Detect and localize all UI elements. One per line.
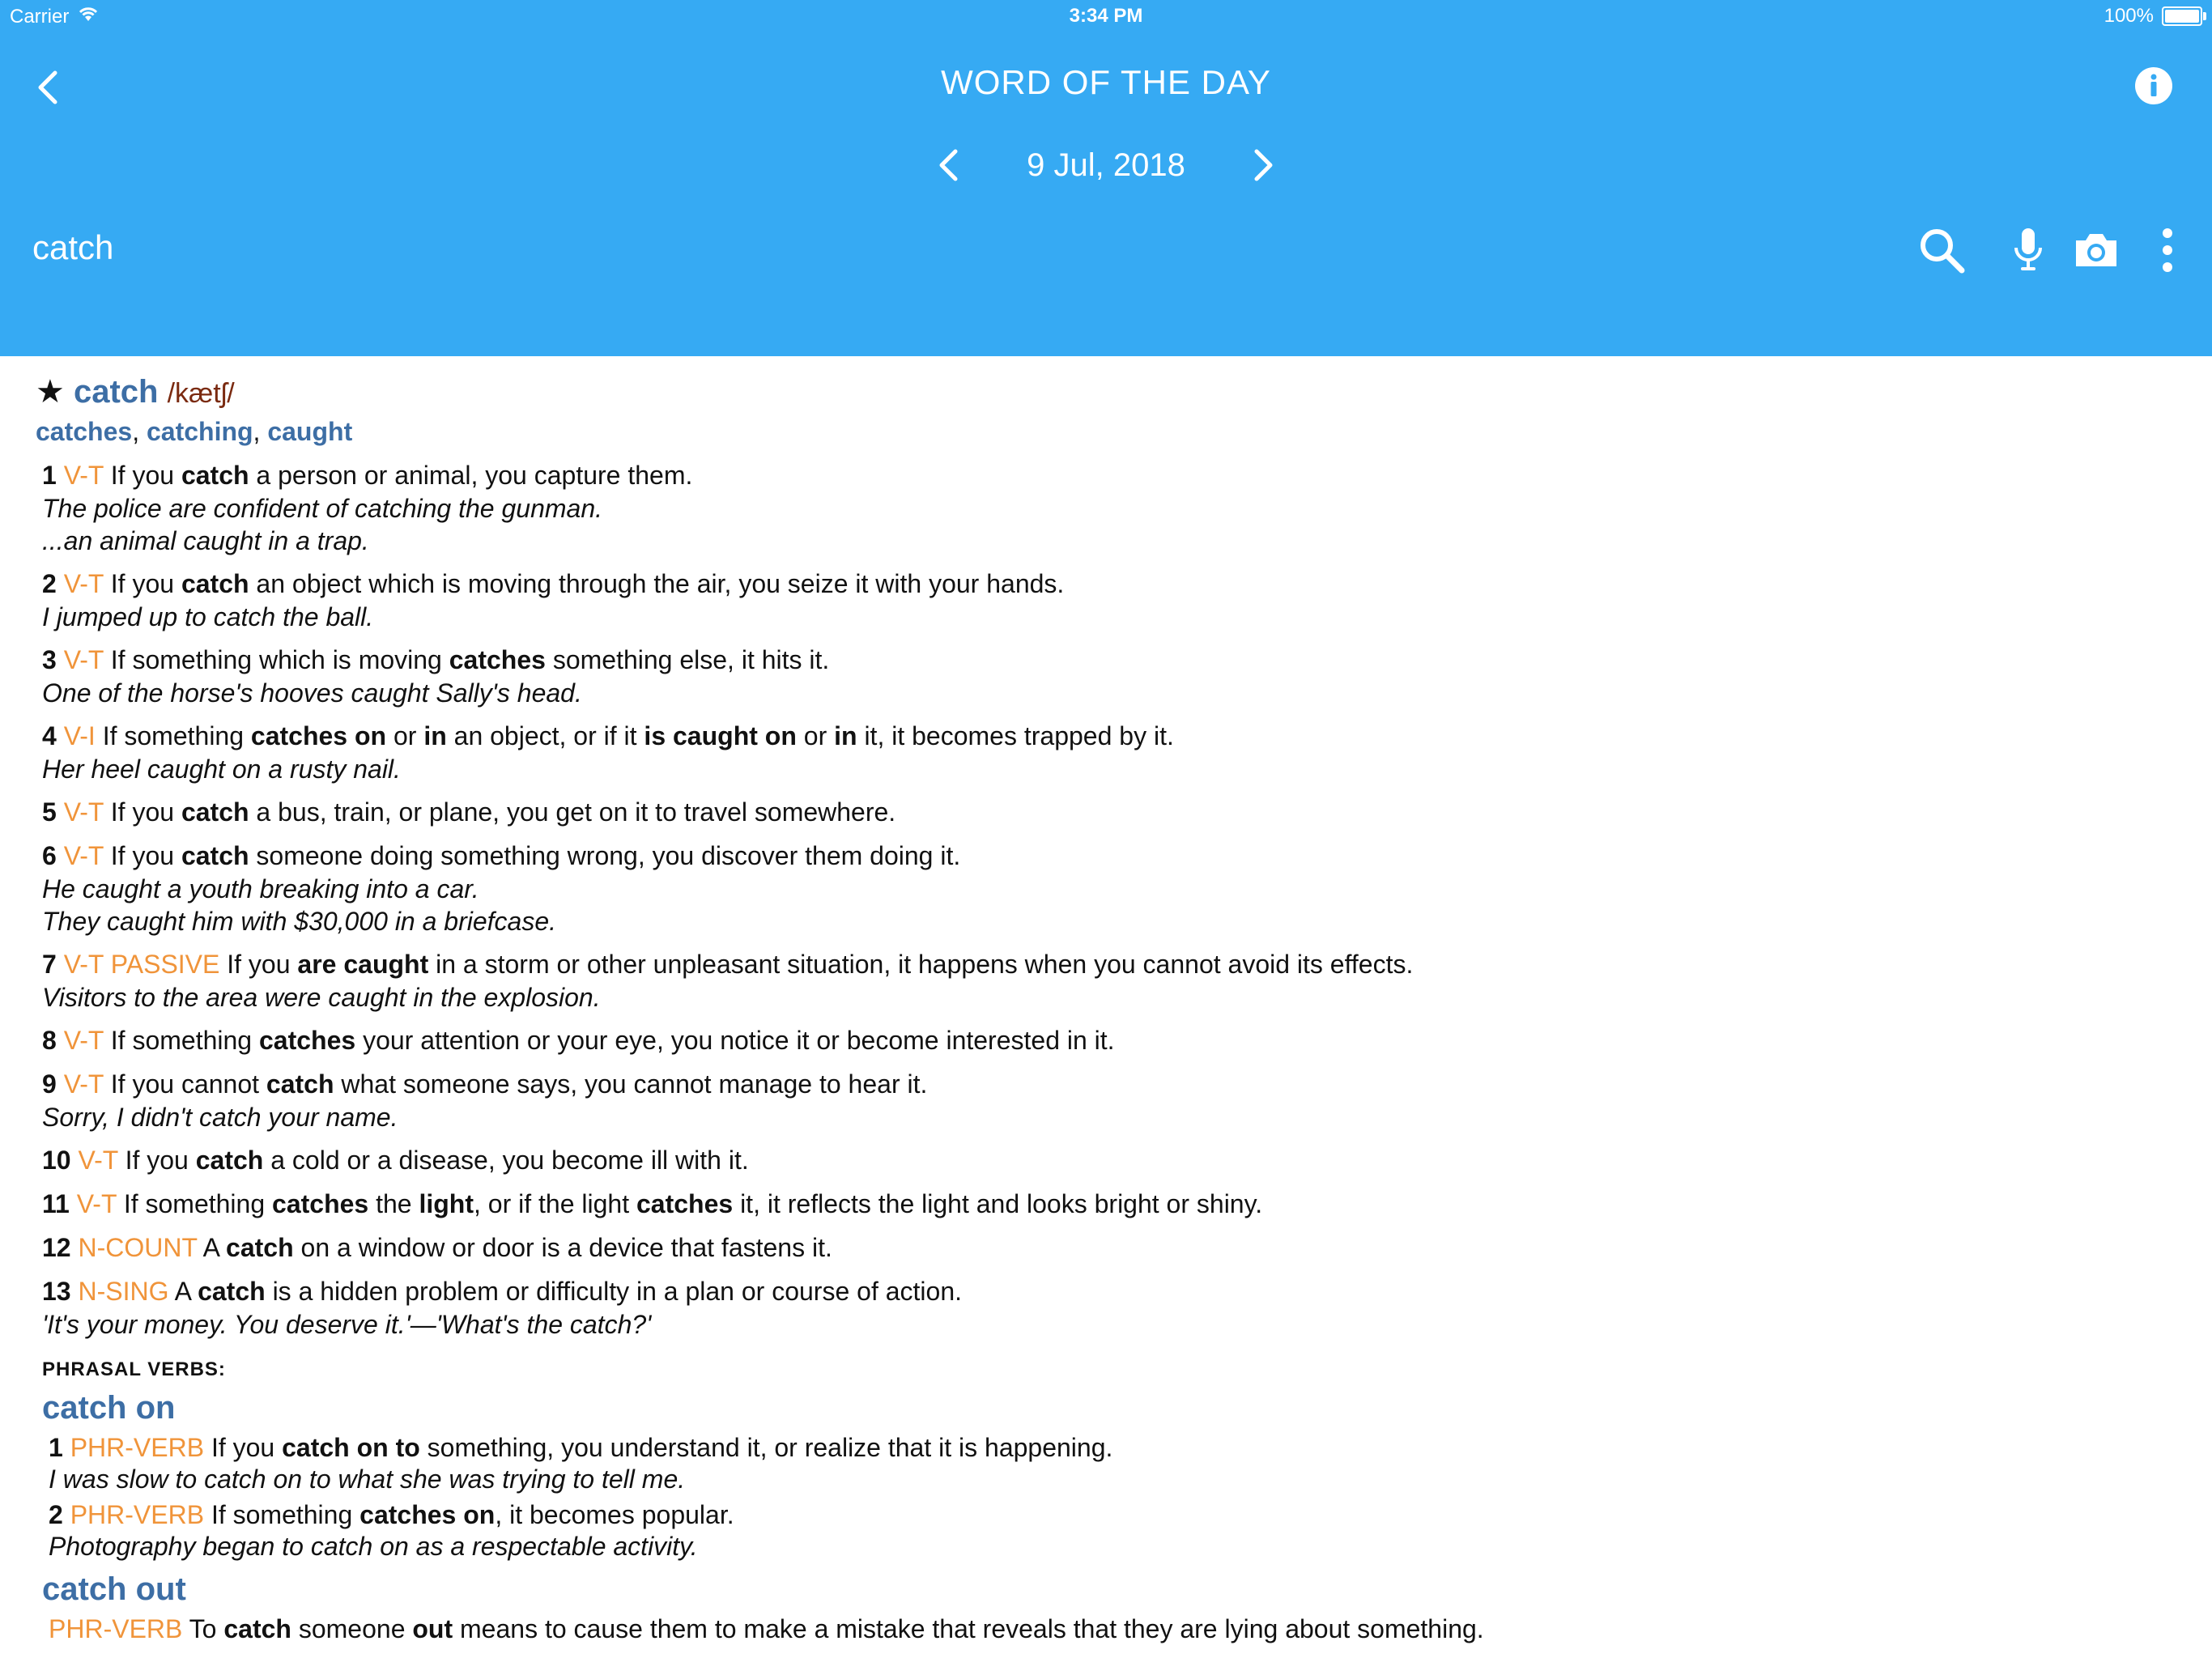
- keyword: catches: [258, 1026, 356, 1055]
- keyword: is caught on: [644, 721, 797, 750]
- keyword: catch: [198, 1277, 266, 1306]
- definition-text: a bus, train, or plane, you get on it to travel somewhere.: [249, 797, 896, 827]
- keyword: out: [412, 1614, 453, 1643]
- definition-text: If something: [102, 721, 251, 750]
- definition-text: an object which is moving through the air, you seize it with your hands.: [249, 569, 1065, 598]
- example-sentence: I jumped up to catch the ball.: [42, 602, 374, 631]
- definition-text: it, it reflects the light and looks bright or shiny.: [733, 1189, 1263, 1218]
- keyword: catches: [272, 1189, 369, 1218]
- part-of-speech: PHR-VERB: [70, 1433, 205, 1462]
- definition-text: If you: [110, 797, 181, 827]
- sense-number: 1: [49, 1433, 63, 1462]
- sense-definition: [42, 1143, 2173, 1177]
- definition-text: a cold or a disease, you become ill with it.: [263, 1146, 749, 1175]
- definition-text: If you: [110, 461, 181, 490]
- definition-text: If something: [123, 1189, 273, 1218]
- sense-item: [36, 795, 2173, 829]
- info-icon[interactable]: [2134, 65, 2173, 107]
- example-sentence: Visitors to the area were caught in the explosion.: [42, 983, 601, 1012]
- part-of-speech: PHR-VERB: [49, 1614, 183, 1643]
- part-of-speech: V-T: [63, 645, 104, 674]
- part-of-speech: V-T: [63, 797, 104, 827]
- example-sentence: Her heel caught on a rusty nail.: [42, 755, 401, 784]
- part-of-speech: V-T: [78, 1146, 118, 1175]
- example-sentence: 'It's your money. You deserve it.'—'What's the catch?': [42, 1310, 652, 1339]
- sense-definition: [42, 719, 2173, 753]
- sense-definition: [42, 1231, 2173, 1265]
- sense-item: [36, 1274, 2173, 1341]
- battery-icon: [2162, 6, 2202, 26]
- page-title: WORD OF THE DAY: [941, 63, 1271, 101]
- keyword: catches on: [359, 1500, 496, 1529]
- headword: catch: [73, 374, 159, 410]
- sense-definition: [42, 947, 2173, 981]
- sense-number: 7: [42, 950, 57, 979]
- definition-text: A: [202, 1233, 227, 1262]
- sense-item: [36, 947, 2173, 1014]
- sense-definition: [42, 839, 2173, 873]
- microphone-icon[interactable]: [2008, 225, 2048, 275]
- sense-number: 4: [42, 721, 57, 750]
- sense-item: [36, 1231, 2173, 1265]
- definition-text: To: [189, 1614, 224, 1643]
- prev-date-icon[interactable]: [924, 142, 972, 188]
- keyword: catch: [181, 797, 249, 827]
- sense-number: 6: [42, 841, 57, 870]
- example-sentence: ...an animal caught in a trap.: [42, 526, 369, 555]
- star-icon[interactable]: ★: [36, 374, 65, 410]
- example-sentence: I was slow to catch on to what she was trying to tell me.: [49, 1465, 686, 1494]
- pronunciation: /kætʃ/: [167, 378, 235, 409]
- sense-number: 2: [42, 569, 57, 598]
- definition-text: If you: [211, 1433, 283, 1462]
- camera-icon[interactable]: [2071, 227, 2121, 274]
- example-sentence: The police are confident of catching the gunman.: [42, 494, 602, 523]
- example-sentence: Sorry, I didn't catch your name.: [42, 1103, 398, 1132]
- definition-text: on a window or door is a device that fastens it.: [293, 1233, 832, 1262]
- definition-text: If you: [110, 841, 181, 870]
- definition-text: something, you understand it, or realize that it is happening.: [419, 1433, 1113, 1462]
- next-date-icon[interactable]: [1240, 142, 1288, 188]
- sense-number: 11: [42, 1189, 70, 1218]
- sense-number: 2: [49, 1500, 63, 1529]
- definition-text: If you: [125, 1146, 196, 1175]
- more-vertical-icon[interactable]: [2155, 225, 2180, 275]
- keyword: catch: [181, 841, 249, 870]
- keyword: catch: [223, 1614, 291, 1643]
- keyword: catch: [266, 1069, 334, 1099]
- part-of-speech: V-T: [63, 461, 104, 490]
- part-of-speech: V-I: [63, 721, 96, 750]
- part-of-speech: N-COUNT: [78, 1233, 198, 1262]
- definition-text: If you: [110, 569, 181, 598]
- dictionary-entry: [36, 371, 2173, 1644]
- sense-number: 10: [42, 1146, 71, 1175]
- part-of-speech: V-T: [76, 1189, 117, 1218]
- definition-text: , it becomes popular.: [495, 1500, 734, 1529]
- word-form[interactable]: catching: [146, 417, 253, 446]
- keyword: catches: [449, 645, 546, 674]
- sense-number: 5: [42, 797, 57, 827]
- sense-item: [36, 567, 2173, 633]
- definition-text: in a storm or other unpleasant situation, it happens when you cannot avoid its effects.: [428, 950, 1414, 979]
- sense-number: 13: [42, 1277, 71, 1306]
- definition-text: , or if the light: [474, 1189, 636, 1218]
- sense-definition: [49, 1433, 2173, 1463]
- sense-definition: [42, 1187, 2173, 1221]
- part-of-speech: V-T: [63, 841, 104, 870]
- app-header: [0, 0, 2212, 356]
- sense-definition: [49, 1500, 2173, 1530]
- definition-text: If you cannot: [110, 1069, 266, 1099]
- keyword: are caught: [297, 950, 429, 979]
- search-word-field[interactable]: catch: [32, 228, 114, 266]
- example-sentence: He caught a youth breaking into a car.: [42, 874, 479, 903]
- sense-definition: [42, 1067, 2173, 1101]
- sense-item: [36, 1187, 2173, 1221]
- keyword: catches: [636, 1189, 734, 1218]
- definition-text: or: [796, 721, 835, 750]
- keyword: catch: [181, 461, 249, 490]
- headword-line: [36, 371, 2173, 414]
- carrier-label: Carrier: [10, 5, 70, 28]
- sense-item: [36, 839, 2173, 937]
- part-of-speech: V-T: [63, 569, 104, 598]
- example-sentence: Photography began to catch on as a respectable activity.: [49, 1532, 698, 1561]
- definition-text: A: [174, 1277, 198, 1306]
- definition-text: something else, it hits it.: [545, 645, 830, 674]
- definition-text: a person or animal, you capture them.: [249, 461, 693, 490]
- sense-definition: [42, 458, 2173, 492]
- battery-percent: 100%: [2104, 5, 2154, 27]
- definition-text: it, it becomes trapped by it.: [857, 721, 1174, 750]
- sense-definition: [42, 567, 2173, 601]
- sense-number: 3: [42, 645, 57, 674]
- definition-text: someone doing something wrong, you discover them doing it.: [249, 841, 961, 870]
- definition-text: is a hidden problem or difficulty in a plan or course of action.: [265, 1277, 962, 1306]
- definition-text: the: [368, 1189, 419, 1218]
- example-sentence: One of the horse's hooves caught Sally's head.: [42, 678, 582, 708]
- definition-text: an object, or if it: [446, 721, 644, 750]
- word-forms: catches, catching, caught: [36, 417, 353, 446]
- sense-definition: [42, 1274, 2173, 1308]
- definition-text: means to cause them to make a mistake that reveals that they are lying about something.: [453, 1614, 1484, 1643]
- sense-number: 9: [42, 1069, 57, 1099]
- keyword: in: [423, 721, 447, 750]
- keyword: light: [419, 1189, 474, 1218]
- keyword: in: [834, 721, 857, 750]
- date-label: 9 Jul, 2018: [1027, 147, 1185, 183]
- sense-item: [36, 1067, 2173, 1133]
- part-of-speech: V-T: [63, 1026, 104, 1055]
- date-navigator: [0, 142, 2212, 188]
- definition-text: If you: [227, 950, 298, 979]
- sense-item: [36, 1614, 2173, 1644]
- sense-item: [36, 458, 2173, 557]
- phrasal-headword[interactable]: catch on: [42, 1390, 176, 1426]
- part-of-speech: V-T PASSIVE: [63, 950, 220, 979]
- keyword: catch: [195, 1146, 264, 1175]
- word-form[interactable]: catches: [36, 417, 133, 446]
- sense-definition: [42, 795, 2173, 829]
- sense-item: [36, 1023, 2173, 1057]
- sense-definition: [49, 1614, 2173, 1644]
- phrasal-headword[interactable]: catch out: [42, 1571, 186, 1607]
- definition-text: what someone says, you cannot manage to hear it.: [334, 1069, 928, 1099]
- sense-item: [36, 643, 2173, 709]
- sense-item: [36, 1433, 2173, 1495]
- status-bar: [0, 0, 2212, 34]
- sense-item: [36, 1500, 2173, 1562]
- phrasal-verbs-label: PHRASAL VERBS:: [42, 1358, 226, 1380]
- sense-number: 1: [42, 461, 57, 490]
- keyword: catch: [226, 1233, 294, 1262]
- sense-item: [36, 1143, 2173, 1177]
- sense-item: [36, 719, 2173, 785]
- definition-text: or: [386, 721, 424, 750]
- part-of-speech: N-SING: [78, 1277, 169, 1306]
- example-sentence: They caught him with $30,000 in a briefcase.: [42, 907, 557, 936]
- definition-text: If something: [110, 1026, 259, 1055]
- word-form[interactable]: caught: [267, 417, 353, 446]
- sense-number: 12: [42, 1233, 71, 1262]
- part-of-speech: PHR-VERB: [70, 1500, 205, 1529]
- definition-text: If something: [211, 1500, 360, 1529]
- definition-text: someone: [291, 1614, 413, 1643]
- sense-definition: [42, 1023, 2173, 1057]
- sense-definition: [42, 643, 2173, 677]
- status-time: 3:34 PM: [1069, 5, 1143, 27]
- sense-number: 8: [42, 1026, 57, 1055]
- search-icon[interactable]: [1917, 225, 1966, 275]
- keyword: catch: [181, 569, 249, 598]
- definition-text: your attention or your eye, you notice it or become interested in it.: [355, 1026, 1115, 1055]
- keyword: catch on to: [282, 1433, 420, 1462]
- part-of-speech: V-T: [63, 1069, 104, 1099]
- keyword: catches on: [250, 721, 387, 750]
- definition-text: If something which is moving: [110, 645, 449, 674]
